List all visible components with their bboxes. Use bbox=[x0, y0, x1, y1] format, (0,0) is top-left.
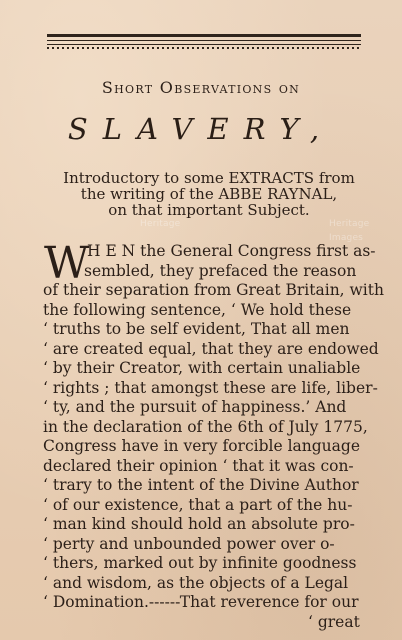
subtitle-line: the writing of the ABBE RAYNAL, bbox=[80, 185, 338, 203]
body-line: ‘ and wisdom, as the objects of a Legal bbox=[43, 573, 349, 592]
rule-dotted-line bbox=[47, 47, 361, 49]
subject-heading: SLAVERY, bbox=[67, 112, 335, 146]
rule-thin-line bbox=[47, 44, 361, 45]
body-line: declared their opinion ‘ that it was con- bbox=[43, 456, 354, 475]
subtitle-line: Introductory to some EXTRACTS from bbox=[63, 169, 355, 187]
drop-cap: W bbox=[44, 238, 88, 289]
body-line: ‘ Domination.------That reverence for our bbox=[43, 593, 359, 611]
ornamental-rule bbox=[47, 34, 361, 52]
body-line: ‘ great bbox=[308, 612, 360, 631]
body-line: ‘ truths to be self evident, That all men bbox=[43, 320, 350, 338]
body-line: ‘ man kind should hold an absolute pro- bbox=[43, 515, 355, 533]
rule-thick-line bbox=[47, 34, 361, 37]
watermark-text: Heritage bbox=[140, 219, 181, 229]
body-line: sembled, they prefaced the reason bbox=[84, 261, 357, 280]
body-line: in the declaration of the 6th of July 1775, bbox=[43, 417, 368, 436]
body-line: ‘ trary to the intent of the Divine Author bbox=[43, 476, 359, 494]
subtitle-block bbox=[44, 170, 374, 218]
body-line: of their separation from Great Britain, with bbox=[43, 281, 384, 299]
body-line: Congress have in very forcible language bbox=[43, 437, 361, 455]
watermark-text: Images bbox=[329, 233, 364, 243]
subtitle-line: on that important Subject. bbox=[108, 201, 310, 219]
body-line: ‘ ty, and the pursuit of happiness.’ And bbox=[43, 398, 347, 416]
body-line: H E N the General Congress first as- bbox=[87, 242, 376, 260]
page-title: Short Observations on bbox=[101, 78, 301, 97]
body-line: ‘ by their Creator, with certain unaliable bbox=[43, 359, 361, 377]
watermark-text: Heritage bbox=[329, 219, 370, 229]
body-line: the following sentence, ‘ We hold these bbox=[43, 300, 352, 319]
body-line: ‘ of our existence, that a part of the hu- bbox=[43, 495, 353, 514]
body-line: ‘ perty and unbounded power over o- bbox=[43, 534, 335, 553]
rule-thin-line bbox=[47, 40, 361, 41]
body-line: ‘ rights ; that amongst these are life, liber- bbox=[43, 378, 378, 397]
body-line: ‘ are created equal, that they are endowed bbox=[43, 339, 379, 358]
body-line: ‘ thers, marked out by infinite goodness bbox=[43, 554, 357, 572]
